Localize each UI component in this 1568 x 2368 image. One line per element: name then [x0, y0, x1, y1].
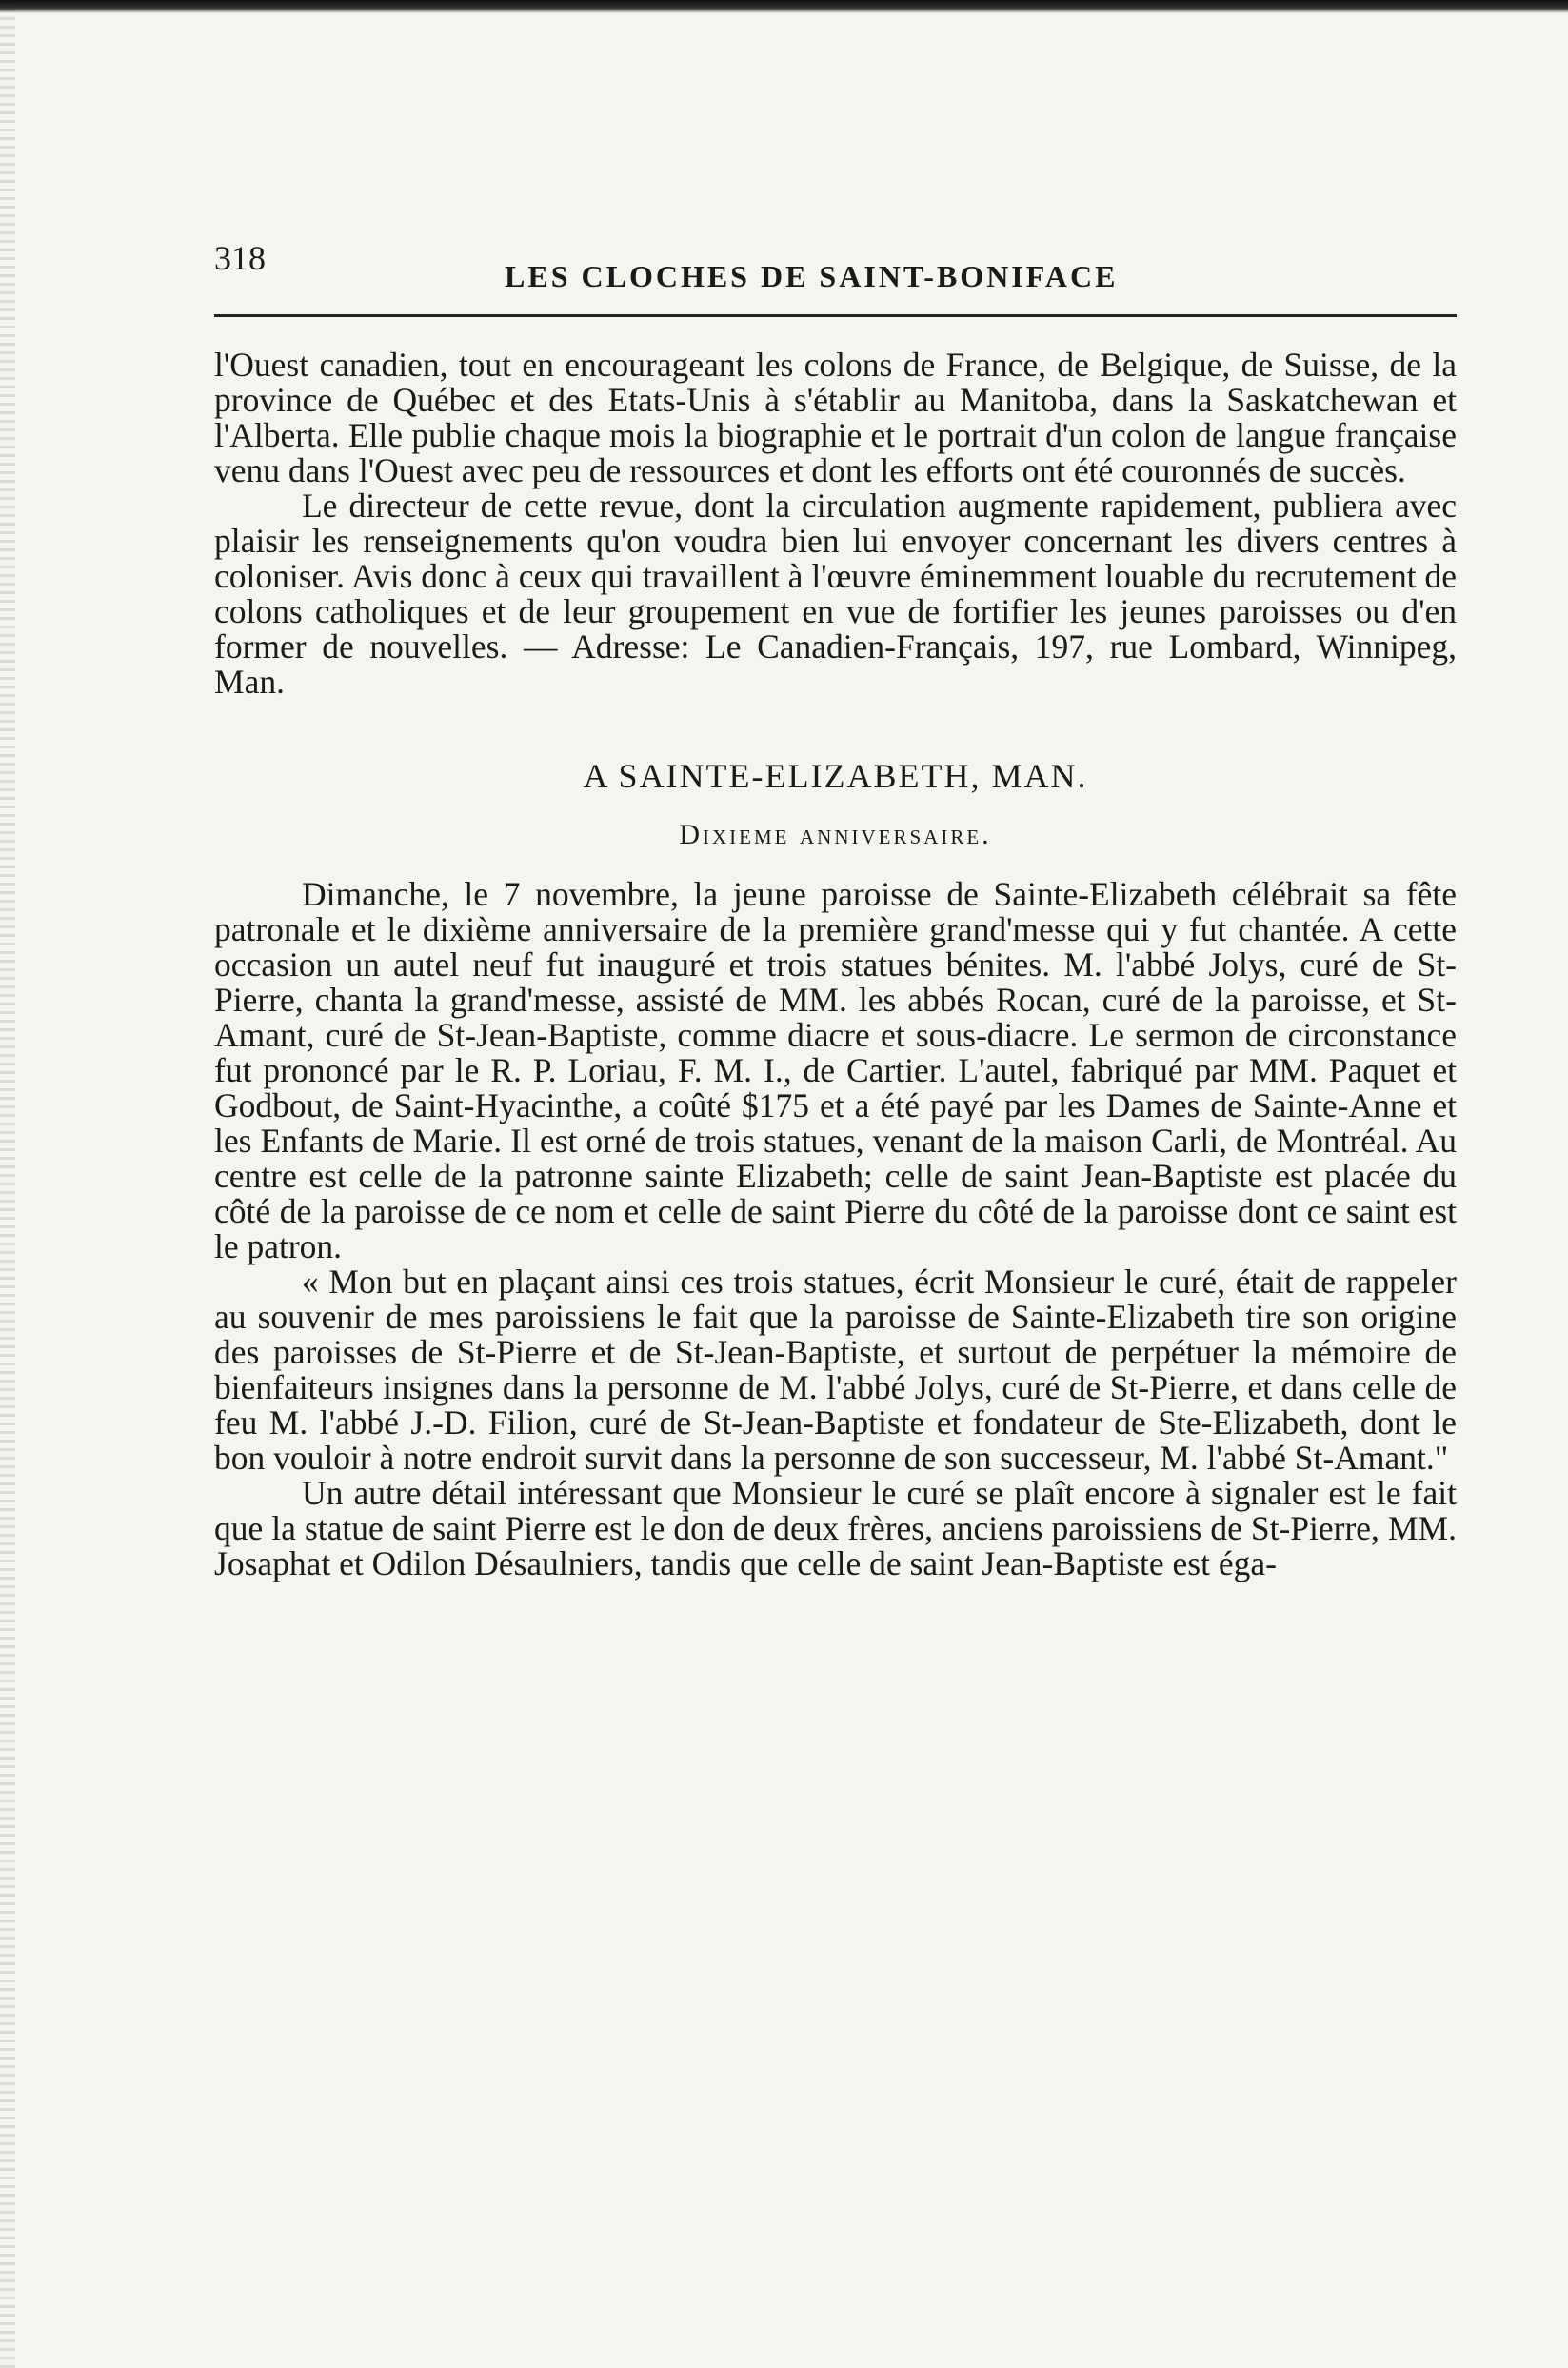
paragraph-autre-detail: Un autre détail intéressant que Monsieur le curé se plaît encore à signaler est le fait que la statue de saint Pierre est le don de deux frères, anciens paroissiens de St-Pierre, MM. Josaphat et Odilon Désaulniers, tandis que celle de saint Jean-Baptiste est éga-: [214, 1474, 1457, 1582]
paragraph-continued: l'Ouest canadien, tout en encourageant les colons de France, de Belgique, de Suisse, de la province de Québec et des Etats-Unis à s'établir au Manitoba, dans la Saskatchewan et l'Alberta. Elle publie chaque mois la biographie et le portrait d'un colon de langue française venu dans l'Ouest avec peu de ressources et dont les efforts ont été couronnés de succès.: [214, 346, 1457, 489]
page-binding-edge: [0, 0, 15, 2368]
page-number: 318: [214, 239, 266, 277]
running-title: LES CLOCHES DE SAINT-BONIFACE: [505, 259, 1119, 293]
running-head: [214, 238, 1457, 307]
body-text: [214, 348, 1457, 1582]
section-title: A SAINTE-ELIZABETH, MAN.: [583, 757, 1088, 795]
section-subtitle: Dixieme anniversaire.: [679, 819, 992, 850]
header-rule: [214, 314, 1457, 317]
paragraph-dimanche: Dimanche, le 7 novembre, la jeune paroisse de Sainte-Elizabeth célébrait sa fête patronale et le dixième anniversaire de la première grand'messe qui y fut chantée. A cette occasion un autel neuf fut inauguré et trois statues bénites. M. l'abbé Jolys, curé de St-Pierre, chanta la grand'messe, assisté de MM. les abbés Rocan, curé de la paroisse, et St-Amant, curé de St-Jean-Baptiste, comme diacre et sous-diacre. Le sermon de circonstance fut prononcé par le R. P. Loriau, F. M. I., de Cartier. L'autel, fabriqué par MM. Paquet et Godbout, de Saint-Hyacinthe, a coûté $175 et a été payé par les Dames de Sainte-Anne et les Enfants de Marie. Il est orné de trois statues, venant de la maison Carli, de Montréal. Au centre est celle de la patronne sainte Elizabeth; celle de saint Jean-Baptiste est placée du côté de la paroisse de ce nom et celle de saint Pierre du côté de la paroisse dont ce saint est le patron.: [214, 875, 1457, 1265]
page-top-edge: [0, 0, 1568, 13]
paragraph-revue: Le directeur de cette revue, dont la circulation augmente rapidement, publiera avec plaisir les renseignements qu'on voudra bien lui envoyer concernant les divers centres à coloniser. Avis donc à ceux qui travaillent à l'œuvre éminemment louable du recrutement de colons catholiques et de leur groupement en vue de fortifier les jeunes paroisses ou d'en former de nouvelles. — Adresse: Le Canadien-Français, 197, rue Lombard, Winnipeg, Man.: [214, 487, 1458, 701]
book-page: [214, 238, 1458, 1582]
paragraph-quote: « Mon but en plaçant ainsi ces trois statues, écrit Monsieur le curé, était de rappeler au souvenir de mes paroissiens le fait que la paroisse de Sainte-Elizabeth tire son origine des paroisses de St-Pierre et de St-Jean-Baptiste, et surtout de perpétuer la mémoire de bienfaiteurs insignes dans la personne de M. l'abbé Jolys, curé de St-Pierre, et dans celle de feu M. l'abbé J.-D. Filion, curé de St-Jean-Baptiste et fondateur de Ste-Elizabeth, dont le bon vouloir à notre endroit survit dans la personne de son successeur, M. l'abbé St-Amant.": [214, 1263, 1457, 1477]
